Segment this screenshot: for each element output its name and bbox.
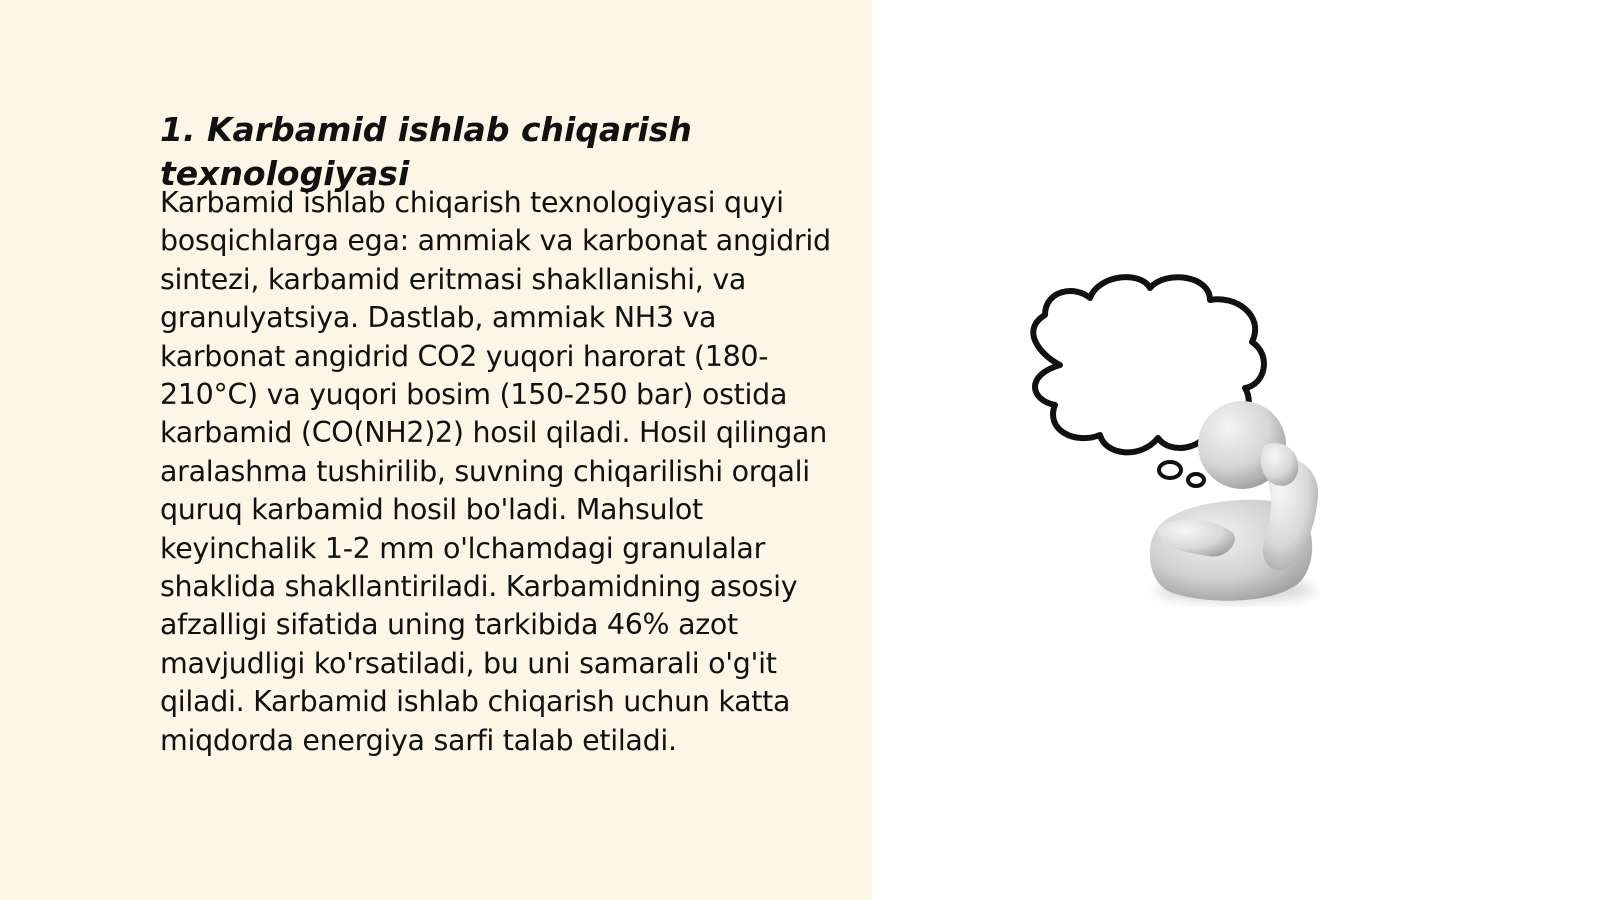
slide-heading: 1. Karbamid ishlab chiqarish texnologiyasi: [160, 110, 692, 193]
thinking-person-with-thought-bubble-icon: [1020, 270, 1360, 620]
slide-body-text: Karbamid ishlab chiqarish texnologiyasi quyi bosqichlarga ega: ammiak va karbonat angidrid sintezi, karbamid eritmasi shakllanishi, va granulyatsiya. Dastlab, ammiak NH3 va karbonat angidrid CO2 yuqori harorat (180-210°C) va yuqori bosim (150-250 bar) ostida karbamid (CO(NH2)2) hosil qiladi. Hosil qilingan aralashma tushirilib, suvning chiqarilishi orqali quruq karbamid hosil bo'ladi. Mahsulot keyinchalik 1-2 mm o'lchamdagi granulalar shaklida shakllantiriladi. Karbamidning asosiy afzalligi sifatida uning tarkibida 46% azot mavjudligi ko'rsatiladi, bu uni samarali o'g'it qiladi. Karbamid ishlab chiqarish uchun katta miqdorda energiya sarfi talab etiladi.: [160, 186, 831, 757]
